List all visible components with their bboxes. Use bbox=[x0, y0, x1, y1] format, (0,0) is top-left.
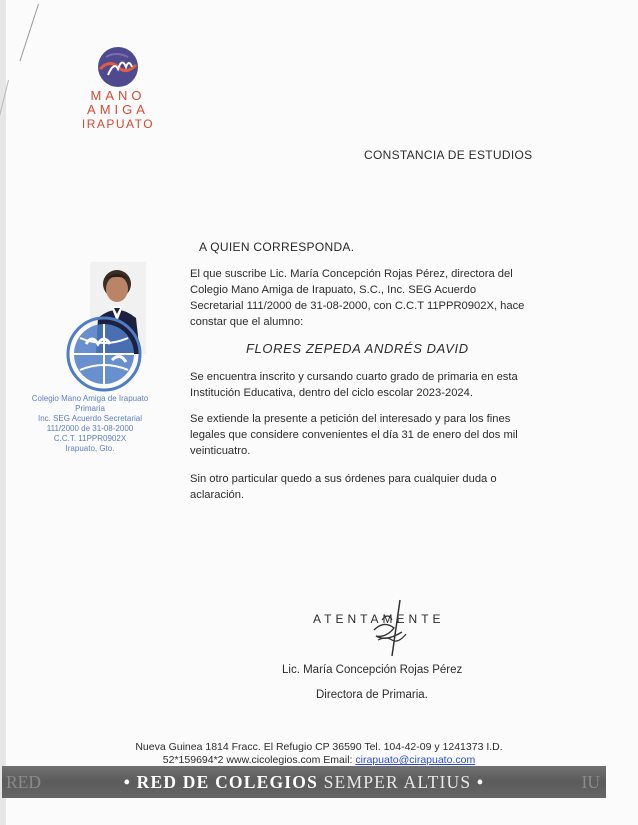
scan-mark bbox=[19, 4, 38, 61]
body-paragraph: Sin otro particular quedo a sus órdenes para cualquier duda o aclaración. bbox=[190, 473, 497, 501]
seal-text-line: Inc. SEG Acuerdo Secretarial bbox=[37, 414, 143, 423]
document-title: CONSTANCIA DE ESTUDIOS bbox=[364, 148, 533, 162]
closing-text: ATENTAMENTE bbox=[313, 612, 445, 626]
footer-address bbox=[0, 741, 638, 767]
hand-globe-logo-icon bbox=[96, 45, 140, 89]
signer-name: Lic. María Concepción Rojas Pérez bbox=[282, 664, 463, 676]
school-seal-icon bbox=[58, 314, 150, 394]
banner-motto-text: SEMPER ALTIUS bbox=[323, 772, 472, 792]
seal-text-line: Colegio Mano Amiga de Irapuato bbox=[31, 394, 149, 403]
banner-network-name: RED DE COLEGIOS bbox=[136, 772, 319, 792]
banner-bullet-right: • bbox=[476, 772, 485, 792]
footer-phone-web: 52*159694*2 www.cicolegios.com Email: bbox=[162, 754, 353, 766]
footer-banner bbox=[2, 766, 606, 798]
logo-text-line: MANO bbox=[90, 88, 146, 103]
banner-bullet-left: • bbox=[123, 772, 132, 792]
footer-address-line: Nueva Guinea 1814 Fracc. El Refugio CP 36590 Tel. 104-42-09 y 1241373 I.D. bbox=[135, 741, 503, 753]
page-left-edge bbox=[0, 0, 6, 825]
logo-text-line: IRAPUATO bbox=[81, 117, 155, 131]
banner-motto bbox=[2, 772, 606, 793]
body-paragraph: Se encuentra inscrito y cursando cuarto grado de primaria en esta Institución Educativa, dentro del ciclo escolar 2023-2024. bbox=[190, 371, 518, 399]
seal-text-line: Irapuato, Gto. bbox=[65, 444, 115, 453]
school-logo bbox=[78, 45, 158, 131]
handwritten-signature bbox=[360, 596, 420, 658]
banner-ghost-text: RED bbox=[6, 772, 41, 792]
logo-text-line: AMIGA bbox=[87, 102, 149, 117]
body-paragraph: El que suscribe Lic. María Concepción Rojas Pérez, directora del Colegio Mano Amiga de Irapuato, S.C., Inc. SEG Acuerdo Secretarial 111/2000 de 31-08-2000, con C.C.T 11PPR0902X, hace constar que el alumno: bbox=[190, 268, 525, 328]
footer-email-link[interactable]: cirapuato@cirapuato.com bbox=[355, 754, 476, 766]
seal-text-line: Primaria bbox=[75, 404, 105, 413]
seal-text-line: 111/2000 de 31-08-2000 bbox=[46, 424, 134, 433]
seal-text-line: C.C.T. 11PPR0902X bbox=[53, 434, 127, 443]
signer-title: Directora de Primaria. bbox=[316, 689, 428, 701]
student-name: FLORES ZEPEDA ANDRÉS DAVID bbox=[246, 341, 469, 356]
body-paragraph: Se extiende la presente a petición del interesado y para los fines legales que considere convenientes el día 31 de enero del dos mil veinticuatro. bbox=[190, 413, 518, 457]
salutation: A QUIEN CORRESPONDA. bbox=[199, 240, 355, 254]
seal-text bbox=[16, 394, 164, 454]
banner-ghost-text: IU bbox=[581, 772, 600, 792]
